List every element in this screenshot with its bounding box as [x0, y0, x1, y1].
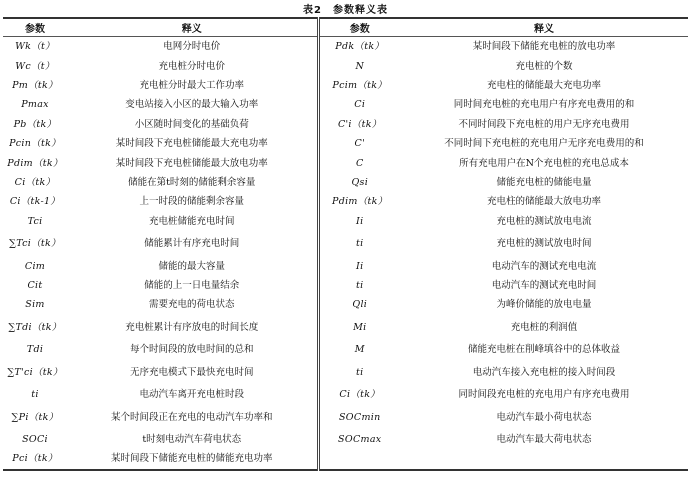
param-meaning-right: 储能充电桩的储能电量 [496, 176, 592, 188]
param-symbol-left: ∑Tci（tk） [9, 238, 61, 250]
param-meaning-left: 充电桩累计有序放电的时间长度 [67, 315, 318, 341]
param-meaning-right: 电动汽车的测试充电时间 [491, 279, 597, 291]
param-symbol-left: Pm（tk） [12, 79, 58, 91]
param-meaning-left: 需要充电的荷电状态 [67, 295, 318, 314]
param-symbol-left: Pmax [21, 99, 49, 111]
param-symbol-left: Tdi [26, 344, 44, 356]
param-symbol-left: Pdim（tk） [7, 157, 63, 169]
param-meaning-right: 电动汽车的测试充电电流 [491, 260, 597, 272]
param-symbol-right: Qli [352, 299, 368, 311]
table-row [3, 404, 688, 430]
table-row [3, 37, 688, 57]
param-meaning-right: 充电桩的利润值 [510, 321, 578, 333]
param-symbol-right: Ci [354, 99, 366, 111]
parameter-table [3, 17, 688, 471]
param-meaning-left: 小区随时间变化的基础负荷 [67, 115, 318, 134]
table-row [3, 192, 688, 211]
table-row [3, 359, 688, 385]
table-row [3, 340, 688, 359]
param-symbol-right: C' [354, 138, 365, 150]
param-symbol-right: SOCmax [338, 434, 382, 446]
header-param-right: 参数 [318, 18, 400, 37]
table-row [3, 134, 688, 153]
header-param-left: 参数 [3, 18, 67, 37]
param-meaning-left: 充电桩分时电价 [67, 56, 318, 75]
table-row [3, 56, 688, 75]
param-meaning-right: 充电柱的储能最大放电功率 [486, 196, 601, 208]
param-meaning-left: 充电桩分时最大工作功率 [67, 76, 318, 95]
table-row [3, 449, 688, 469]
param-symbol-right: Ii [356, 260, 364, 272]
table-row [3, 95, 688, 114]
table-row [3, 153, 688, 172]
table-row [3, 76, 688, 95]
param-symbol-left: ti [31, 389, 39, 401]
param-symbol-right [318, 449, 400, 469]
param-meaning-right: 电动汽车最小荷电状态 [496, 411, 592, 423]
param-symbol-left: Sim [25, 299, 45, 311]
param-symbol-right: Ci（tk） [339, 389, 381, 401]
param-symbol-right: ti [356, 279, 364, 291]
param-meaning-left: 储能在第t时刻的储能剩余容量 [67, 173, 318, 192]
param-meaning-right: 为峰价储能的放电电量 [496, 299, 592, 311]
param-symbol-right: M [354, 344, 365, 356]
param-symbol-right: ti [356, 366, 364, 378]
param-meaning-right: 充电柱的储能最大充电功率 [486, 79, 601, 91]
param-meaning-left: 某个时间段正在充电的电动汽车功率和 [67, 404, 318, 430]
param-meaning-right: 充电桩的测试放电时间 [496, 238, 592, 250]
param-meaning-right: 电动汽车接入充电桩的接入时间段 [472, 366, 616, 378]
param-meaning-right: 充电桩的测试放电电流 [496, 215, 592, 227]
param-symbol-left: Pb（tk） [13, 118, 57, 130]
header-meaning-left: 释义 [67, 18, 318, 37]
param-meaning-left: 每个时间段的放电时间的总和 [67, 340, 318, 359]
param-meaning-right: 某时间段下储能充电桩的放电功率 [472, 41, 616, 53]
param-meaning-left: 上一时段的储能剩余容量 [67, 192, 318, 211]
param-meaning-right: 所有充电用户在N个充电桩的充电总成本 [459, 157, 629, 169]
param-meaning-right: 不同时间下充电桩的充电用户无序充电费用的和 [444, 138, 644, 150]
param-symbol-left: Wk（t） [15, 41, 55, 53]
param-meaning-right [400, 449, 688, 469]
param-meaning-right: 不同时间段下充电桩的用户无序充电费用 [458, 118, 630, 130]
table-row [3, 430, 688, 449]
table-row [3, 115, 688, 134]
param-symbol-right: C [355, 157, 364, 169]
param-meaning-left: 某时间段下充电桩储能最大放电功率 [67, 153, 318, 172]
param-meaning-left: 储能累计有序充电时间 [67, 231, 318, 257]
param-symbol-left: SOCi [22, 434, 48, 446]
param-symbol-right: Qsi [351, 176, 369, 188]
table-caption: 表2 参数释义表 [303, 5, 388, 16]
table-row [3, 385, 688, 404]
param-symbol-right: Ii [356, 215, 364, 227]
param-symbol-left: ∑T'ci（tk） [7, 366, 63, 378]
param-meaning-left: 储能的上一日电量结余 [67, 276, 318, 295]
table-row [3, 231, 688, 257]
param-symbol-left: Cim [24, 260, 46, 272]
param-meaning-right: 同时间段充电桩的充电用户有序充电费用 [458, 389, 630, 401]
param-symbol-left: Ci（tk） [14, 176, 56, 188]
param-symbol-left: Ci（tk-1） [9, 196, 61, 208]
param-meaning-right: 储能充电桩在削峰填谷中的总体收益 [467, 344, 620, 356]
param-symbol-right: N [355, 60, 365, 72]
param-symbol-left: Pci（tk） [3, 449, 67, 469]
param-meaning-right: 电动汽车最大荷电状态 [496, 434, 592, 446]
param-symbol-left: ∑Pi（tk） [11, 411, 59, 423]
param-symbol-left: Pcin（tk） [9, 138, 61, 150]
table-row [3, 315, 688, 341]
param-meaning-left: 储能的最大容量 [67, 256, 318, 275]
param-meaning-left: 充电桩储能充电时间 [67, 212, 318, 231]
table-row [3, 295, 688, 314]
param-symbol-right: Pdk（tk） [335, 41, 385, 53]
param-symbol-right: ti [356, 238, 364, 250]
param-meaning-left: 电网分时电价 [67, 37, 318, 57]
table-row [3, 276, 688, 295]
param-meaning-right: 同时间充电桩的充电用户有序充电费用的和 [453, 99, 635, 111]
param-symbol-left: Wc（t） [15, 60, 55, 72]
param-meaning-left: 某时间段下储能充电桩的储能充电功率 [67, 449, 318, 469]
param-meaning-left: t时刻电动汽车荷电状态 [67, 430, 318, 449]
param-symbol-right: SOCmin [338, 411, 381, 423]
param-symbol-right: Mi [353, 321, 367, 333]
param-meaning-left: 某时间段下充电桩储能最大充电功率 [67, 134, 318, 153]
param-meaning-left: 电动汽车离开充电桩时段 [67, 385, 318, 404]
param-symbol-right: Pdim（tk） [332, 196, 388, 208]
param-meaning-right: 充电桩的个数 [515, 60, 573, 72]
table-header-row [3, 18, 688, 37]
param-meaning-left: 变电站接入小区的最大输入功率 [67, 95, 318, 114]
param-symbol-left: ∑Tdi（tk） [8, 321, 62, 333]
table-row [3, 173, 688, 192]
header-meaning-right: 释义 [400, 18, 688, 37]
table-row [3, 212, 688, 231]
param-symbol-left: Tci [27, 215, 43, 227]
param-symbol-right: Pcim（tk） [332, 79, 388, 91]
param-symbol-left: Cit [27, 279, 43, 291]
table-row [3, 256, 688, 275]
param-meaning-left: 无序充电模式下最快充电时间 [67, 359, 318, 385]
param-symbol-right: C'i（tk） [337, 118, 382, 130]
